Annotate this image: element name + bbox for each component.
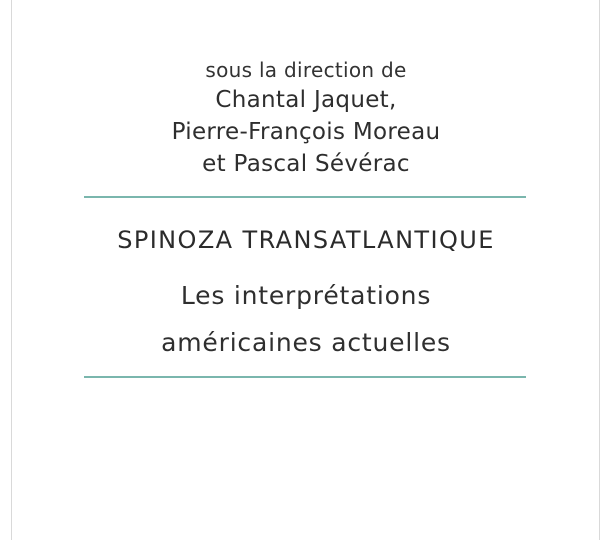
book-subtitle-line: américaines actuelles bbox=[161, 328, 451, 357]
editor-prefix: sous la direction de bbox=[205, 58, 407, 82]
top-divider bbox=[84, 196, 526, 198]
author-name: Chantal Jaquet, bbox=[215, 87, 397, 113]
author-name: et Pascal Sévérac bbox=[202, 151, 410, 177]
book-title: SPINOZA TRANSATLANTIQUE bbox=[117, 226, 495, 254]
author-name: Pierre-François Moreau bbox=[171, 119, 441, 145]
book-subtitle-line: Les interprétations bbox=[180, 281, 432, 310]
bottom-divider bbox=[84, 376, 526, 378]
